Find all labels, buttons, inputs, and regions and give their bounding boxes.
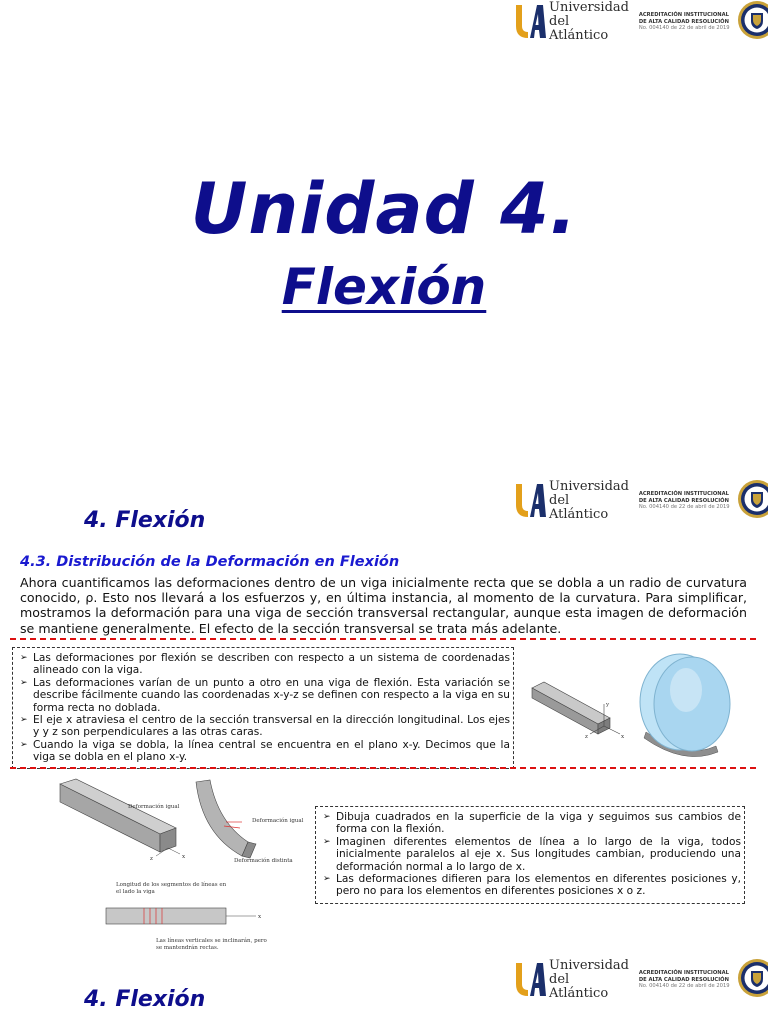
accreditation-seal-icon (737, 479, 768, 523)
label-longitud-1: Longitud de los segmentos de líneas en (116, 882, 227, 888)
red-divider-bottom (10, 767, 756, 769)
ua-logo-icon (513, 960, 547, 1000)
accreditation-seal-icon (737, 0, 768, 44)
label-deformacion-igual-2: Deformación igual (252, 818, 304, 824)
beam-deformation-figure (56, 778, 304, 962)
label-longitud-2: el lado la viga (116, 889, 155, 895)
label-deformacion-distinta: Deformación distinta (234, 858, 293, 864)
deformation-notes-box (315, 806, 745, 904)
label-lineas-2: se mantendrán rectas. (156, 945, 219, 951)
unit-subtitle: Flexión (281, 258, 487, 316)
axis-x-label: x (258, 914, 262, 920)
intro-paragraph: Ahora cuantificamos las deformaciones dentro de un viga inicialmente recta que se dobla a un radio de curvatura conocido, ρ. Esto nos llevará a los esfuerzos y, en última instancia, al momento de la curvatura. Para simplificar, mostramos la deformación para una viga de sección transversal rectangular, aunque esta imagen de deformación se mantiene generalmente. El efecto de la sección transversal se trata más adelante. (20, 575, 747, 636)
axis-y-label: y (606, 702, 610, 708)
axis-x-label: x (621, 734, 625, 740)
list-item: ➢ Las deformaciones difieren para los elementos en diferentes posiciones y, pero no para los elementos en diferentes posiciones x o z. (323, 873, 741, 898)
university-name: Universidad del Atlántico (549, 0, 629, 43)
list-item: ➢ Las deformaciones por flexión se describen con respecto a un sistema de coordenadas alineado con la viga. (20, 652, 510, 677)
university-logo-bottom (513, 958, 768, 1002)
accreditation-text: ACREDITACIÓN INSTITUCIONAL DE ALTA CALIDAD RESOLUCIÓN No. 004140 de 22 de abril de 2019 (638, 491, 730, 511)
list-item: ➢ Las deformaciones varían de un punto a otro en una viga de flexión. Esta variación se describe fácilmente cuando las coordenadas x-y-z se definen con respecto a la viga en su forma recta no doblada. (20, 677, 510, 714)
red-divider-top (10, 638, 756, 640)
straight-beam-drawing (532, 682, 625, 740)
slide3-heading: 4. Flexión (84, 987, 206, 1012)
label-lineas-1: Las líneas verticales se inclinarán, pero (156, 938, 267, 944)
ua-logo-icon (513, 481, 547, 521)
list-item: ➢ Imaginen diferentes elementos de línea a lo largo de la viga, todos inicialmente paralelos al eje x. Sus longitudes cambian, produciendo una deformación normal a lo largo de x. (323, 836, 741, 873)
beam-coordinate-figure (526, 650, 756, 762)
university-name: Universidad del Atlántico (549, 479, 629, 522)
list-item: ➢ Cuando la viga se dobla, la línea central se encuentra en el plano x-y. Decimos que la viga se dobla en el plano x-y. (20, 739, 510, 764)
curved-beam-grid (196, 780, 304, 864)
accreditation-text: ACREDITACIÓN INSTITUCIONAL DE ALTA CALIDAD RESOLUCIÓN No. 004140 de 22 de abril de 2019 (638, 970, 730, 990)
coordinate-notes-box (12, 647, 514, 769)
list-item: ➢ Dibuja cuadrados en la superficie de la viga y seguimos sus cambios de forma con la flexión. (323, 811, 741, 836)
university-logo-middle (513, 479, 768, 523)
straight-beam-grid (60, 779, 186, 862)
axis-z-label: z (585, 734, 588, 740)
axis-x-label: x (182, 854, 186, 860)
list-item: ➢ El eje x atraviesa el centro de la sección transversal en la dirección longitudinal. Los ejes y y z son perpendiculares a las otras caras. (20, 714, 510, 739)
unit-title: Unidad 4. (190, 168, 578, 250)
university-logo-top (513, 0, 768, 44)
ua-logo-icon (513, 2, 547, 42)
section-title: 4.3. Distribución de la Deformación en Flexión (20, 554, 400, 570)
accreditation-text: ACREDITACIÓN INSTITUCIONAL DE ALTA CALIDAD RESOLUCIÓN No. 004140 de 22 de abril de 2019 (638, 12, 730, 32)
accreditation-seal-icon (737, 958, 768, 1002)
label-deformacion-igual: Deformación igual (128, 804, 180, 810)
university-name: Universidad del Atlántico (549, 958, 629, 1001)
curved-disc-drawing (640, 654, 730, 757)
side-view-beam (106, 881, 267, 951)
axis-z-label: z (150, 856, 153, 862)
slide2-heading: 4. Flexión (84, 508, 206, 533)
